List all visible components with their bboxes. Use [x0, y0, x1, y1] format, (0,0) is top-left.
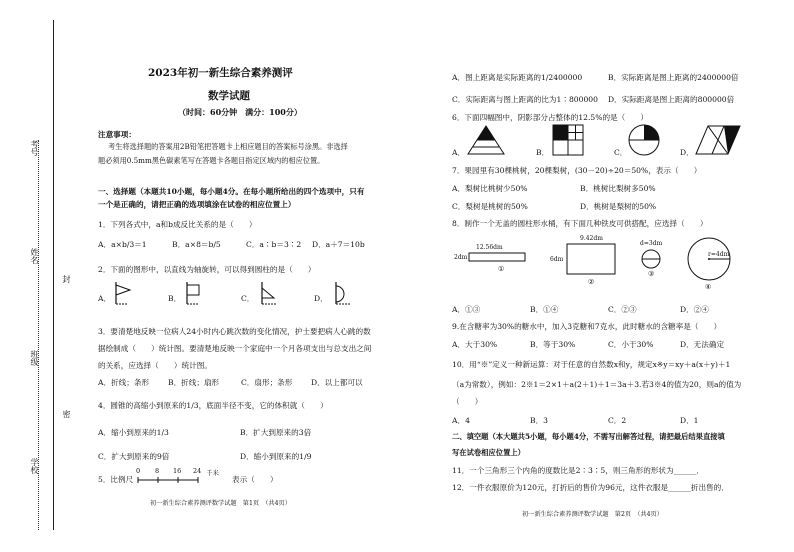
q4-option-b: B．扩大到原来的3倍 — [240, 428, 312, 437]
label-mi: 密 — [62, 410, 71, 418]
q5-option-b: B．实际距离是图上距离的2400000倍 — [608, 73, 739, 82]
q5-stem: 5．比例尺 — [98, 475, 134, 484]
binding-line — [53, 20, 54, 530]
q6-option-b: B． — [536, 148, 550, 157]
q6-option-c: C． — [614, 148, 628, 157]
q8-option-b: B．①④ — [530, 305, 559, 314]
q5-option-d: D．实际距离是图上距离的800000倍 — [608, 95, 735, 104]
q4-option-c: C．扩大到原来的9倍 — [98, 452, 170, 461]
notice-heading: 注意事项： — [98, 130, 136, 139]
notice-line2: 题必须用0.5mm黑色碳素笔写在答题卡各题目指定区域内的相应位置。 — [98, 156, 325, 165]
q6-parallelogram-figure — [694, 124, 742, 156]
q2-option-c: C． — [241, 294, 255, 303]
q8-fig2-height: 6dm — [550, 256, 564, 263]
q1-option-b: B．a×8＝b/5 — [172, 240, 221, 249]
q8-fig2-width: 9.42dm — [580, 235, 603, 242]
q12: 12．一件衣服原价为120元，打折后的售价为96元，这件衣服是______折出售的． — [452, 483, 729, 492]
q3-option-b: B．折线；扇形 — [168, 378, 220, 387]
q6-stem: 6．下面四幅图中，阴影部分占整体的12.5%的是（ ） — [452, 113, 649, 122]
q2-stem: 2．下面的图形中，以直线为轴旋转，可以得到圆柱的是（ ） — [98, 265, 316, 274]
q8-fig1-height: 2dm — [454, 254, 468, 261]
q8-option-a: A．①③ — [452, 305, 481, 314]
q8-option-c: C．②③ — [608, 305, 637, 314]
label-xingming: 姓名 — [30, 248, 39, 264]
q8-figure4-circle — [686, 236, 732, 282]
q9-stem: 9.在含糖率为30%的糖水中，加入3克糖和7克水，此时糖水的含糖率是（ ） — [452, 322, 722, 331]
q8-stem: 8．制作一个无盖的圆柱形水桶，有下面几种铁皮可供搭配，应选择（ ） — [452, 219, 708, 228]
q7-option-b: B．桃树比梨树多50% — [580, 184, 656, 193]
q5-option-a: A．图上距离是实际距离的1/2400000 — [452, 73, 583, 82]
scale-tick-0: 0 — [136, 467, 141, 475]
q4-stem: 4．圆锥的高缩小到原来的1/3，底面半径不变，它的体积就（ ） — [98, 401, 328, 410]
scale-tick-8: 8 — [155, 467, 160, 475]
exam-title: 2023年初一新生综合素养测评 — [148, 67, 293, 79]
q10-line1: 10．用“※”定义一种新运算：对于任意的自然数x和y，规定x※y＝xy＋a(x＋y)＋1 — [452, 360, 731, 369]
q6-grid-figure — [552, 124, 584, 156]
q2-option-a: A． — [98, 294, 112, 303]
q7-option-c: C．梨树是桃树的50% — [452, 202, 528, 211]
q6-option-a: A． — [452, 148, 466, 157]
q1-option-c: C．a∶b＝3∶2 — [246, 240, 302, 249]
notice-line1: 考生将选择题的答案用2B铅笔把答题卡上相应题目的答案标号涂黑。非选择 — [108, 142, 348, 151]
q8-fig4-radius: r=4dm — [708, 251, 730, 258]
q10-line3: （ ） — [452, 397, 483, 406]
q3-line2: 据绘制成（ ）统计图。要清楚地反映一个家庭中一个月各项支出与总支出之间 — [98, 344, 372, 353]
q3-line1: 3．要清楚地反映一位病人24小时内心跳次数的变化情况，护士要把病人心跳的数 — [98, 327, 371, 336]
q2-flag-semicircle-icon — [330, 280, 356, 306]
q9-option-b: B．等于30% — [530, 340, 576, 349]
q7-option-a: A．梨树比桃树少50% — [452, 184, 528, 193]
q10-line2: （a为常数），例如：2※1＝2×1＋a(2＋1)＋1＝3a＋3.若3※4的值为20，则a的值为 — [452, 380, 742, 389]
q8-figure2-rectangle — [566, 243, 618, 277]
q7-option-d: D．桃树是梨树的50% — [580, 202, 657, 211]
q6-triangle-figure — [466, 124, 506, 156]
q9-option-c: C．小于30% — [608, 340, 654, 349]
label-feng: 封 — [62, 275, 71, 283]
exam-time-score: （时间：60分钟 满分：100分） — [178, 107, 302, 117]
q4-option-a: A．缩小到原来的1/3 — [98, 428, 169, 437]
q8-fig2-number: ② — [588, 278, 595, 286]
q8-figure3-circle — [640, 248, 662, 270]
q1-option-a: A．a×b/3＝1 — [98, 240, 147, 249]
q10-option-a: A．4 — [452, 416, 470, 425]
q6-circle-figure — [628, 124, 660, 156]
scale-tick-16: 16 — [173, 467, 182, 475]
label-xuexiao: 学校 — [30, 458, 39, 474]
q10-option-b: B．3 — [530, 416, 549, 425]
q3-option-a: A．折线；条形 — [98, 378, 150, 387]
q9-option-d: D．无法确定 — [680, 340, 725, 349]
q2-flag-rectangle-icon — [183, 280, 205, 306]
q3-option-d: D．以上都可以 — [311, 378, 363, 387]
scale-unit: 千米 — [206, 469, 219, 477]
scale-tick-24: 24 — [193, 467, 202, 475]
q3-option-c: C．扇形；条形 — [241, 378, 293, 387]
q2-flag-slanted-icon — [256, 280, 282, 306]
q5-option-c: C．实际距离与图上距离的比为1∶800000 — [452, 95, 598, 104]
q8-option-d: D．②④ — [680, 305, 709, 314]
footer-page2: 初一新生综合素养测评数学试题 第2页 （共4页） — [522, 511, 663, 518]
exam-subject: 数学试题 — [208, 90, 250, 102]
q2-option-b: B． — [168, 294, 182, 303]
q4-option-d: D．缩小到原来的1/9 — [240, 452, 312, 461]
q1-stem: 1．下列各式中，a和b成反比关系的是（ ） — [98, 220, 257, 229]
q9-option-a: A．大于30% — [452, 340, 498, 349]
q2-option-d: D． — [314, 294, 328, 303]
q2-flag-triangle-icon — [112, 280, 134, 306]
q1-option-d: D．a＋7＝10b — [312, 240, 365, 249]
q10-option-d: D．1 — [680, 416, 699, 425]
label-banji: 班级 — [30, 350, 39, 366]
label-kaohao: 考号 — [30, 140, 39, 156]
q8-fig3-number: ③ — [648, 270, 655, 278]
q5-paren: 表示（ ） — [232, 475, 278, 484]
q11: 11．一个三角形三个内角的度数比是2∶3∶5，则三角形的形状为______． — [452, 466, 704, 475]
q10-option-c: C．2 — [608, 416, 627, 425]
section1-line1: 一、选择题（本题共10小题，每小题4分。在每小题所给出的四个选项中，只有 — [98, 187, 365, 196]
section1-line2: 一个是正确的，请把正确的选项填涂在试卷的相应位置上） — [98, 200, 296, 209]
q6-option-d: D． — [680, 148, 694, 157]
q8-fig1-number: ① — [498, 265, 505, 273]
footer-page1: 初一新生综合素养测评数学试题 第1页 （共4页） — [150, 500, 291, 507]
q8-fig1-width: 12.56dm — [476, 244, 503, 251]
q8-fig3-diameter: d=3dm — [640, 240, 663, 247]
q8-fig4-number: ④ — [705, 283, 712, 291]
section2-line1: 二、填空题（本大题共5小题，每小题4分，不需写出解答过程，请把最后结果直接填 — [452, 432, 725, 441]
q3-line3: 的关系，应选择（ ）统计图。 — [98, 361, 212, 370]
section2-line2: 写在试卷相应位置上） — [452, 448, 525, 457]
q7-stem: 7．果园里有30棵桃树，20棵梨树，(30－20)÷20＝50%，表示（ ） — [452, 166, 702, 175]
